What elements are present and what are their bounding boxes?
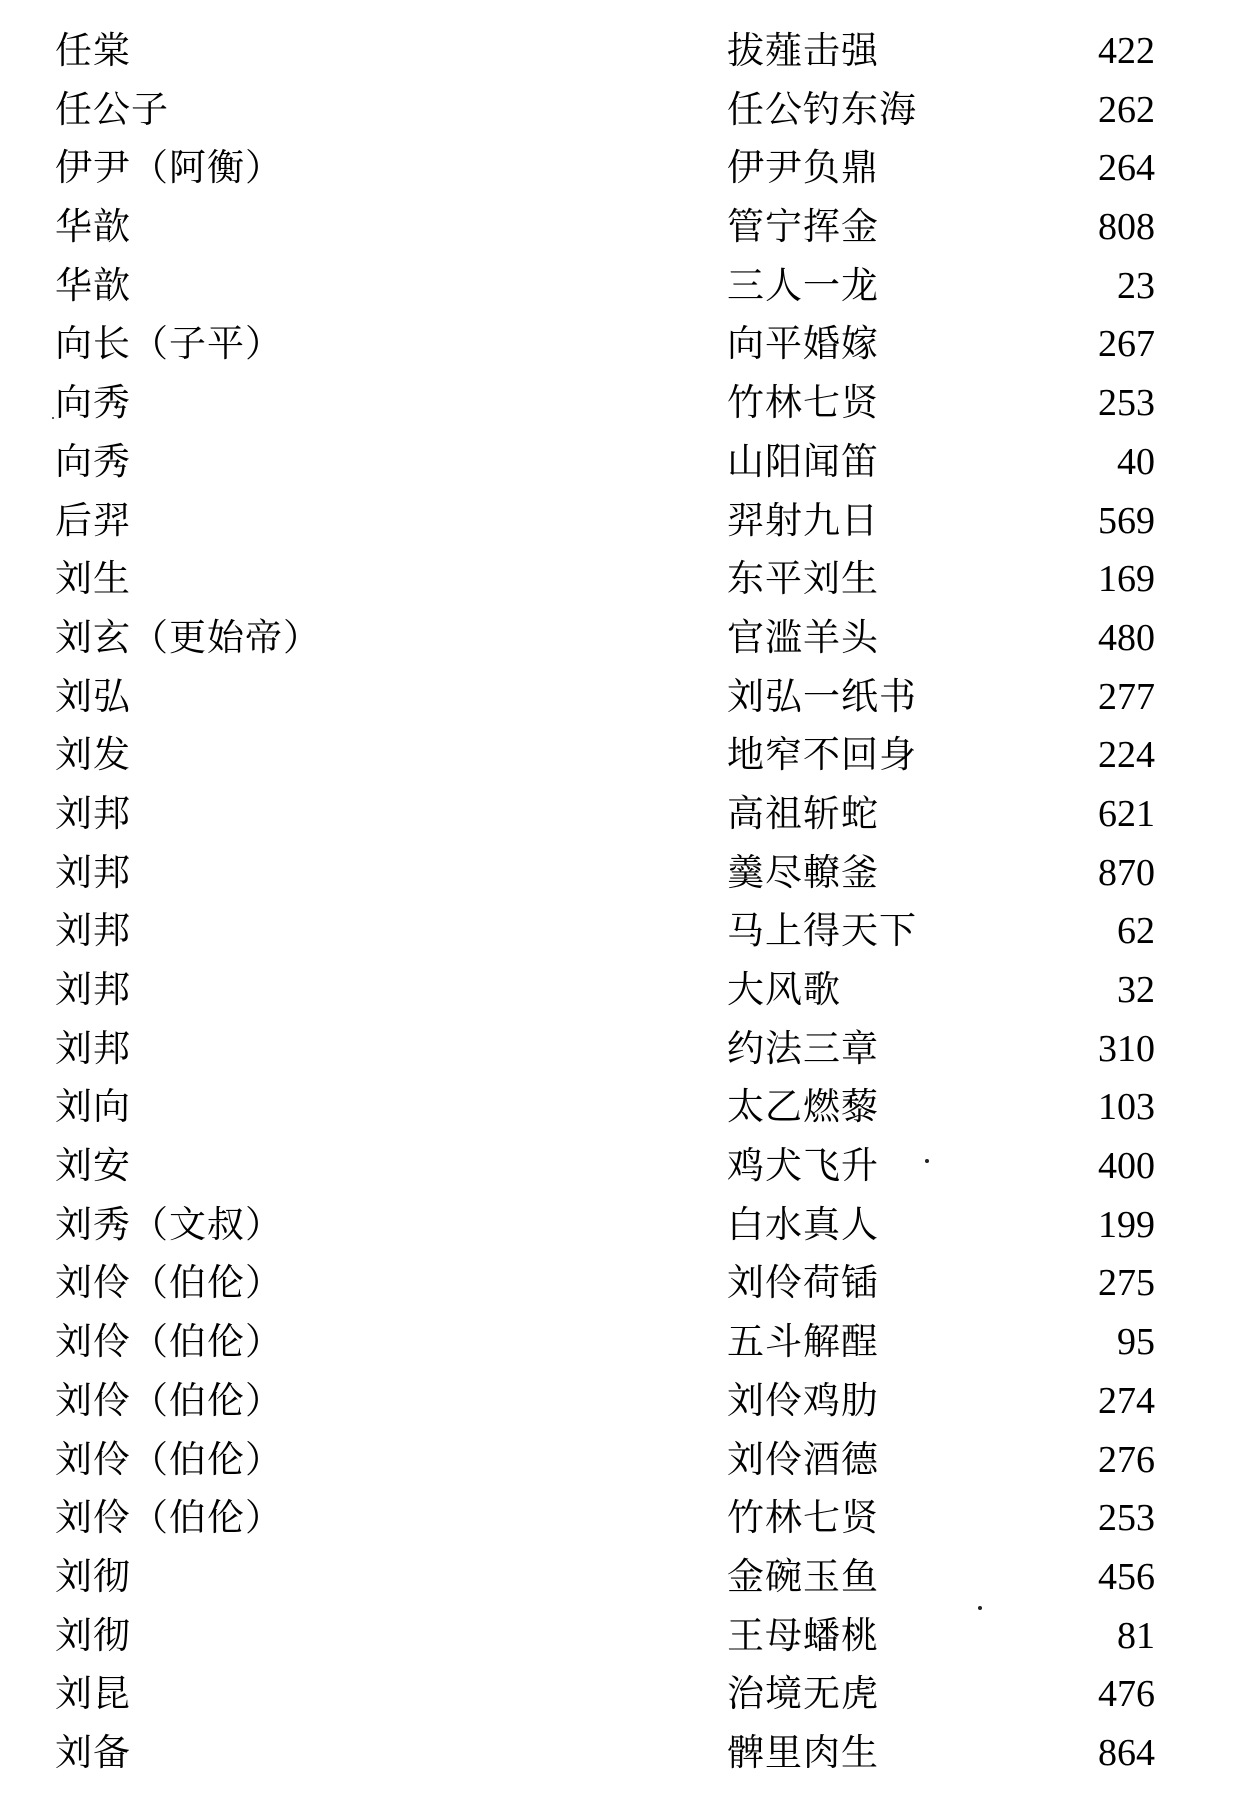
index-row [0, 433, 1235, 492]
person-name: 刘伶（伯伦） [55, 1378, 283, 1422]
page-number: 199 [1098, 1203, 1155, 1246]
index-row [0, 81, 1235, 140]
page-number: 267 [1098, 323, 1155, 366]
story-title: 山阳闻笛 [727, 439, 879, 483]
scan-speck [52, 417, 54, 419]
page-number: 277 [1098, 675, 1155, 718]
person-name: 刘发 [55, 733, 131, 777]
page-number: 224 [1098, 734, 1155, 777]
scan-speck [925, 1159, 929, 1163]
story-title: 地窄不回身 [727, 733, 917, 777]
person-name: 刘昆 [55, 1672, 131, 1716]
person-name: 伊尹（阿衡） [55, 146, 283, 190]
page-number: 274 [1098, 1379, 1155, 1422]
page-number: 262 [1098, 88, 1155, 131]
index-list [0, 22, 1235, 1783]
story-title: 羹尽轑釜 [727, 850, 879, 894]
index-row [0, 1372, 1235, 1431]
page-number: 275 [1098, 1262, 1155, 1305]
person-name: 刘邦 [55, 1026, 131, 1070]
index-row [0, 315, 1235, 374]
story-title: 竹林七贤 [727, 381, 879, 425]
person-name: 刘彻 [55, 1613, 131, 1657]
person-name: 刘伶（伯伦） [55, 1320, 283, 1364]
page-number: 864 [1098, 1731, 1155, 1774]
index-row [0, 1313, 1235, 1372]
index-row [0, 1724, 1235, 1783]
person-name: 任棠 [55, 29, 131, 72]
page-number: 400 [1098, 1145, 1155, 1188]
story-title: 刘弘一纸书 [727, 674, 917, 718]
page-number: 870 [1098, 851, 1155, 894]
page-number: 169 [1098, 558, 1155, 601]
story-title: 拔薤击强 [727, 29, 879, 72]
person-name: 刘伶（伯伦） [55, 1496, 283, 1540]
scan-speck [978, 1606, 982, 1610]
page-number: 40 [1117, 440, 1155, 483]
story-title: 金碗玉鱼 [727, 1554, 879, 1598]
index-row [0, 257, 1235, 316]
page-number: 253 [1098, 1497, 1155, 1540]
person-name: 刘邦 [55, 791, 131, 835]
index-row [0, 1665, 1235, 1724]
story-title: 髀里肉生 [727, 1730, 879, 1774]
index-row [0, 1137, 1235, 1196]
index-row [0, 198, 1235, 257]
person-name: 刘邦 [55, 968, 131, 1011]
story-title: 大风歌 [727, 968, 841, 1011]
person-name: 刘彻 [55, 1554, 131, 1598]
story-title: 刘伶酒德 [727, 1437, 879, 1481]
story-title: 向平婚嫁 [727, 322, 879, 366]
person-name: 刘安 [55, 1144, 131, 1188]
person-name: 刘伶（伯伦） [55, 1261, 283, 1305]
person-name: 任公子 [55, 87, 169, 131]
person-name: 刘向 [55, 1085, 131, 1129]
story-title: 太乙燃藜 [727, 1085, 879, 1129]
story-title: 东平刘生 [727, 557, 879, 601]
index-row [0, 1254, 1235, 1313]
person-name: 向长（子平） [55, 322, 283, 366]
page-number: 81 [1117, 1614, 1155, 1657]
page-number: 62 [1117, 910, 1155, 953]
index-row [0, 1196, 1235, 1255]
page-number: 422 [1098, 30, 1155, 72]
index-row [0, 609, 1235, 668]
person-name: 刘生 [55, 557, 131, 601]
story-title: 王母蟠桃 [727, 1613, 879, 1657]
page-number: 476 [1098, 1673, 1155, 1716]
story-title: 任公钓东海 [727, 87, 917, 131]
person-name: 刘伶（伯伦） [55, 1437, 283, 1481]
story-title: 三人一龙 [727, 263, 879, 307]
person-name: 刘弘 [55, 674, 131, 718]
index-row [0, 785, 1235, 844]
story-title: 高祖斩蛇 [727, 791, 879, 835]
index-row [0, 492, 1235, 551]
index-row [0, 374, 1235, 433]
page-number: 480 [1098, 616, 1155, 659]
page-number: 23 [1117, 264, 1155, 307]
page-number: 276 [1098, 1438, 1155, 1481]
story-title: 马上得天下 [727, 909, 917, 953]
person-name: 华歆 [55, 205, 131, 249]
page-number: 310 [1098, 1027, 1155, 1070]
story-title: 白水真人 [727, 1202, 879, 1246]
index-row [0, 22, 1235, 81]
page-number: 95 [1117, 1321, 1155, 1364]
story-title: 伊尹负鼎 [727, 146, 879, 190]
page-number: 456 [1098, 1555, 1155, 1598]
story-title: 竹林七贤 [727, 1496, 879, 1540]
page-number: 569 [1098, 499, 1155, 542]
index-row [0, 1489, 1235, 1548]
index-row [0, 1607, 1235, 1666]
page-number: 621 [1098, 792, 1155, 835]
person-name: 刘邦 [55, 909, 131, 953]
index-row [0, 1020, 1235, 1079]
index-row [0, 844, 1235, 903]
index-row [0, 726, 1235, 785]
story-title: 五斗解酲 [727, 1320, 879, 1364]
index-row [0, 550, 1235, 609]
person-name: 华歆 [55, 263, 131, 307]
story-title: 刘伶鸡肋 [727, 1378, 879, 1422]
story-title: 官滥羊头 [727, 615, 879, 659]
story-title: 管宁挥金 [727, 205, 879, 249]
person-name: 向秀 [55, 439, 131, 483]
page-number: 103 [1098, 1086, 1155, 1129]
index-row [0, 1431, 1235, 1490]
person-name: 后羿 [55, 498, 131, 542]
index-row [0, 139, 1235, 198]
person-name: 刘玄（更始帝） [55, 615, 321, 659]
person-name: 刘备 [55, 1730, 131, 1774]
page-number: 264 [1098, 147, 1155, 190]
story-title: 羿射九日 [727, 498, 879, 542]
story-title: 鸡犬飞升 [727, 1144, 879, 1188]
page-number: 32 [1117, 969, 1155, 1011]
story-title: 刘伶荷锸 [727, 1261, 879, 1305]
index-row [0, 668, 1235, 727]
page-number: 253 [1098, 382, 1155, 425]
index-row [0, 961, 1235, 1020]
person-name: 向秀 [55, 381, 131, 425]
index-row [0, 1548, 1235, 1607]
page-number: 808 [1098, 206, 1155, 249]
story-title: 治境无虎 [727, 1672, 879, 1716]
person-name: 刘邦 [55, 850, 131, 894]
index-row [0, 902, 1235, 961]
story-title: 约法三章 [727, 1026, 879, 1070]
person-name: 刘秀（文叔） [55, 1202, 283, 1246]
index-row [0, 1078, 1235, 1137]
